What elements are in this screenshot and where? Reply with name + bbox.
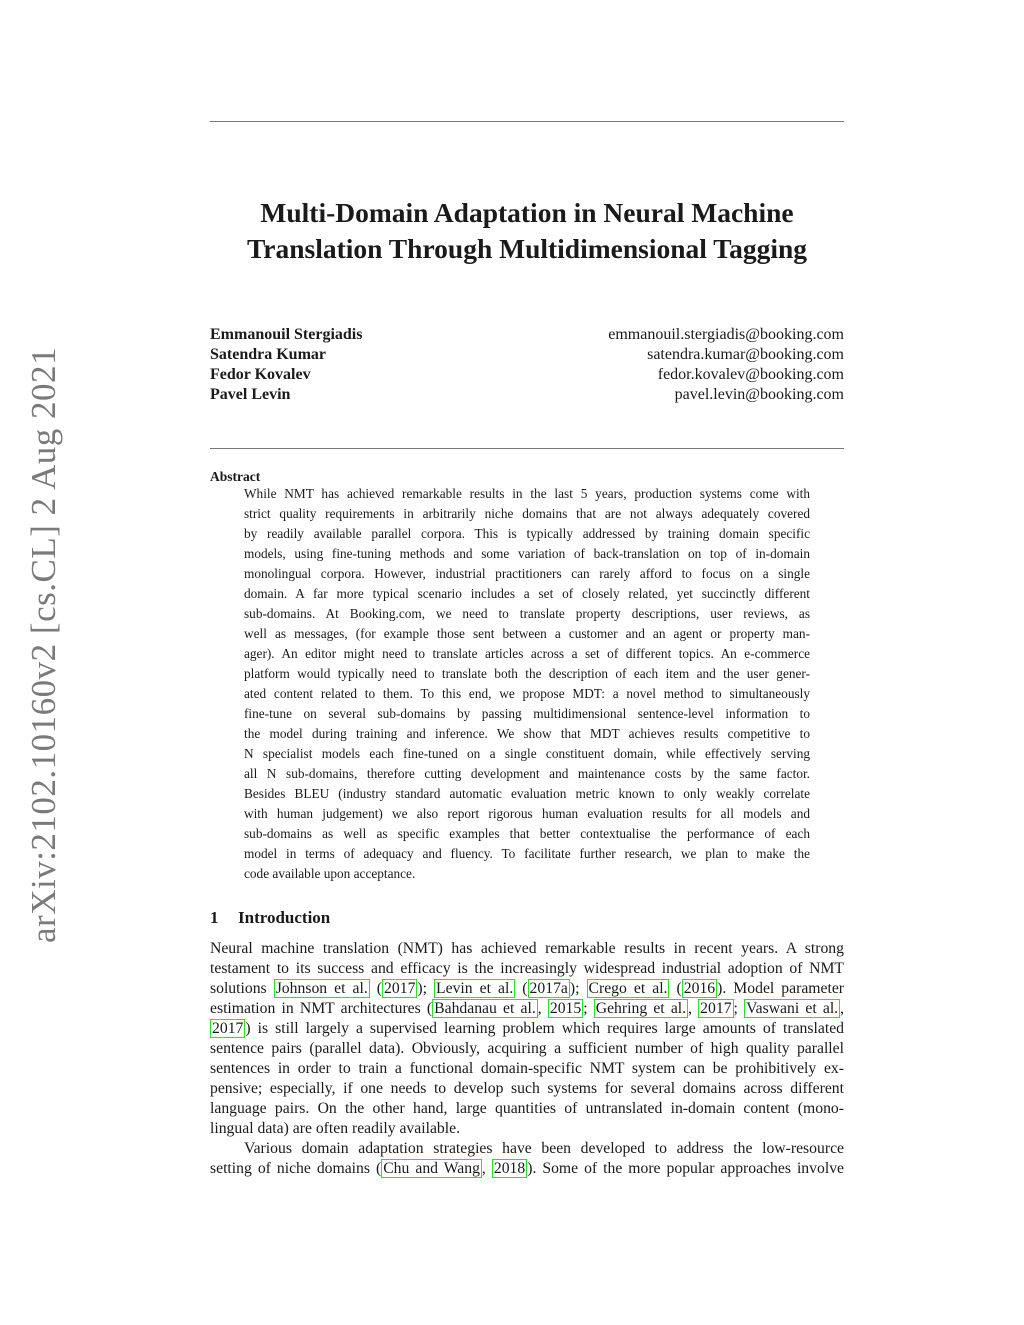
intro-text: , xyxy=(481,1160,492,1177)
abstract-line: sub-domains. At Booking.com, we need to translate property descriptions, user reviews, as xyxy=(244,606,810,621)
citation-link[interactable]: 2017a xyxy=(529,980,568,997)
citation-link[interactable]: Vaswani et al. xyxy=(746,1000,839,1017)
abstract-line: N specialist models each fine-tuned on a single constituent domain, while effectively serving xyxy=(244,746,810,761)
intro-text: sentence pairs (parallel data). Obviously, acquiring a sufficient number of high quality parallel xyxy=(210,1040,844,1057)
citation-link[interactable]: Crego et al. xyxy=(588,980,668,997)
abstract-line: domain. A far more typical scenario includes a set of closely related, yet succinctly different xyxy=(244,586,810,601)
abstract-line: models, using fine-tuning methods and some variation of back-translation on top of in-domain xyxy=(244,546,810,561)
author-name: Satendra Kumar xyxy=(210,346,326,363)
intro-text: ); xyxy=(569,980,587,997)
abstract-line: all N sub-domains, therefore cutting development and maintenance costs by the same factor. xyxy=(244,766,810,781)
abstract-line: While NMT has achieved remarkable results in the last 5 years, production systems come with xyxy=(244,486,810,501)
citation-link[interactable]: Bahdanau et al. xyxy=(434,1000,536,1017)
abstract-line: the model during training and inference. We show that MDT achieves results competitive to xyxy=(244,726,810,741)
intro-line xyxy=(210,1019,844,1039)
abstract-line: monolingual corpora. However, industrial practitioners can rarely afford to focus on a single xyxy=(244,566,810,581)
abstract-line: code available upon acceptance. xyxy=(244,866,416,881)
intro-text: ; xyxy=(583,1000,594,1017)
citation-link[interactable]: 2015 xyxy=(549,1000,582,1017)
intro-text: ; xyxy=(733,1000,745,1017)
arxiv-stamp: arXiv:2102.10160v2 [cs.CL] 2 Aug 2021 xyxy=(24,347,63,943)
abstract-line: ager). An editor might need to translate articles across a set of different topics. An e-commerce xyxy=(244,646,810,661)
intro-text: ( xyxy=(669,980,682,997)
citation-link[interactable]: 2017 xyxy=(212,1020,244,1037)
intro-line xyxy=(210,1119,844,1139)
intro-line xyxy=(210,1139,844,1159)
paper-title xyxy=(210,195,844,267)
intro-text: ); xyxy=(417,980,435,997)
author-name: Pavel Levin xyxy=(210,386,291,403)
citation-link[interactable]: 2016 xyxy=(683,980,716,997)
abstract-body xyxy=(244,484,810,884)
citation-link[interactable]: Gehring et al. xyxy=(595,1000,687,1017)
citation-link[interactable]: Chu and Wang xyxy=(383,1160,480,1177)
citation-link[interactable]: Levin et al. xyxy=(436,980,514,997)
author-email: pavel.levin@booking.com xyxy=(674,386,844,403)
author-row xyxy=(210,345,844,365)
author-name: Emmanouil Stergiadis xyxy=(210,326,363,343)
intro-text: solutions xyxy=(210,980,274,997)
author-row xyxy=(210,325,844,345)
abstract-line: sub-domains as well as specific examples that better contextualise the performance of each xyxy=(244,826,810,841)
abstract-heading: Abstract xyxy=(210,469,261,484)
intro-line xyxy=(210,1039,844,1059)
intro-line xyxy=(210,1059,844,1079)
abstract-line: by readily available parallel corpora. This is typically addressed by training domain specific xyxy=(244,526,810,541)
citation-link[interactable]: 2017 xyxy=(384,980,416,997)
intro-text: lingual data) are often readily available. xyxy=(210,1120,461,1137)
author-email: fedor.kovalev@booking.com xyxy=(657,366,844,383)
intro-text: , xyxy=(537,1000,548,1017)
intro-text: estimation in NMT architectures ( xyxy=(210,1000,433,1017)
abstract-line: ated content related to them. To this end, we propose MDT: a novel method to simultaneously xyxy=(244,686,810,701)
intro-line xyxy=(210,939,844,959)
intro-text: Neural machine translation (NMT) has achieved remarkable results in recent years. A strong xyxy=(210,940,844,957)
intro-text: ( xyxy=(515,980,528,997)
title-line-2: Translation Through Multidimensional Tagging xyxy=(246,233,808,264)
section-number: 1 xyxy=(210,908,219,927)
author-row xyxy=(210,385,844,405)
intro-line xyxy=(210,1099,844,1119)
intro-text: ). Model parameter xyxy=(717,980,844,997)
intro-text: testament to its success and efficacy is the increasingly widespread industrial adoption of NMT xyxy=(210,960,844,977)
intro-line xyxy=(210,1079,844,1099)
citation-link[interactable]: Johnson et al. xyxy=(275,980,368,997)
abstract-rule xyxy=(210,448,844,449)
author-email: emmanouil.stergiadis@booking.com xyxy=(608,326,844,343)
section-heading xyxy=(210,908,330,928)
section-title: Introduction xyxy=(238,908,331,927)
abstract-line: platform would typically need to translate both the description of each item and the user gener- xyxy=(244,666,810,681)
intro-text: language pairs. On the other hand, large quantities of untranslated in-domain content (mono- xyxy=(210,1100,844,1117)
abstract-line: fine-tune on several sub-domains by passing multidimensional sentence-level information to xyxy=(244,706,810,721)
author-row xyxy=(210,365,844,385)
author-email: satendra.kumar@booking.com xyxy=(647,346,844,363)
intro-text: ) is still largely a supervised learning problem which requires large amounts of translated xyxy=(245,1020,844,1037)
abstract-line: well as messages, (for example those sent between a customer and an agent or property man- xyxy=(244,626,810,641)
author-name: Fedor Kovalev xyxy=(210,366,311,383)
intro-text: , xyxy=(840,1000,845,1017)
intro-text: , xyxy=(688,1000,699,1017)
abstract-line: with human judgement) we also report rigorous human evaluation results for all models and xyxy=(244,806,810,821)
intro-text: sentences in order to train a functional domain-specific NMT system can be prohibitively ex- xyxy=(210,1060,844,1077)
intro-text: ). Some of the more popular approaches involve xyxy=(527,1160,845,1177)
author-block xyxy=(210,325,844,405)
top-rule xyxy=(210,121,844,122)
intro-text: ( xyxy=(369,980,383,997)
intro-line xyxy=(210,1159,844,1179)
intro-body xyxy=(210,939,844,1179)
abstract-line: strict quality requirements in arbitrarily niche domains that are not always adequately covered xyxy=(244,506,810,521)
intro-line xyxy=(210,979,844,999)
intro-line xyxy=(210,999,844,1019)
intro-text: Various domain adaptation strategies have been developed to address the low-resource xyxy=(244,1140,844,1157)
citation-link[interactable]: 2018 xyxy=(493,1160,526,1177)
title-line-1: Multi-Domain Adaptation in Neural Machine xyxy=(260,197,794,228)
citation-link[interactable]: 2017 xyxy=(700,1000,732,1017)
intro-text: pensive; especially, if one needs to develop such systems for several domains across different xyxy=(210,1080,844,1097)
intro-line xyxy=(210,959,844,979)
intro-text: setting of niche domains ( xyxy=(210,1160,382,1177)
abstract-line: model in terms of adequacy and fluency. To facilitate further research, we plan to make the xyxy=(244,846,810,861)
abstract-line: Besides BLEU (industry standard automatic evaluation metric known to only weakly correlate xyxy=(244,786,810,801)
